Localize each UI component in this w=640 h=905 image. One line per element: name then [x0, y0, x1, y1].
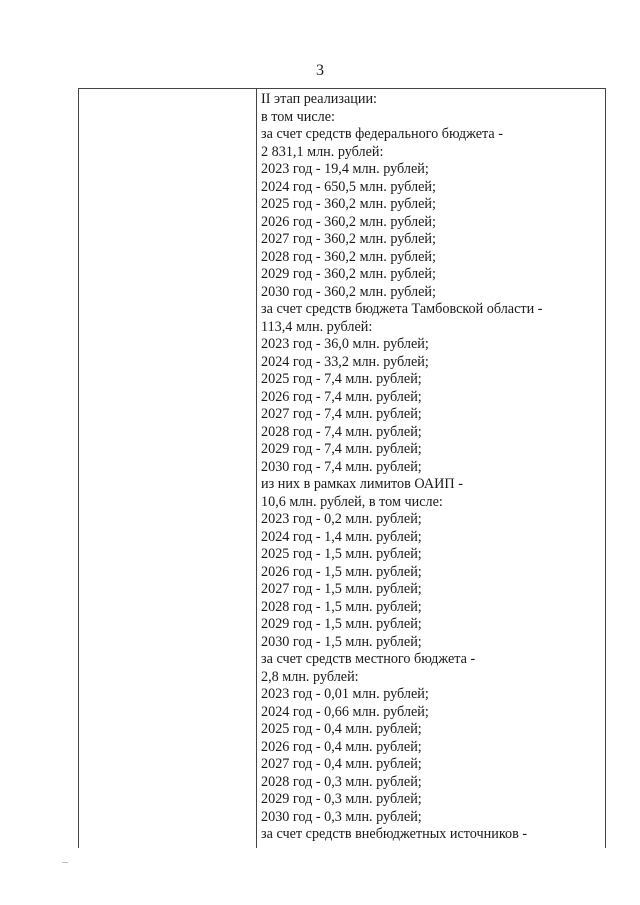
column-divider: [256, 89, 257, 848]
funding-text-cell: [261, 91, 599, 844]
text-line: 2024 год - 1,4 млн. рублей;: [261, 528, 422, 545]
text-line: 2023 год - 36,0 млн. рублей;: [261, 336, 429, 352]
text-line: за счет средств федерального бюджета -: [261, 126, 503, 142]
text-line: 2023 год - 19,4 млн. рублей;: [261, 161, 429, 177]
text-line: 2024 год - 33,2 млн. рублей;: [261, 353, 429, 370]
text-line: 2030 год - 0,3 млн. рублей;: [261, 808, 422, 825]
text-line: 10,6 млн. рублей, в том числе:: [261, 493, 443, 510]
text-line: 2027 год - 360,2 млн. рублей;: [261, 231, 436, 247]
text-line: 2027 год - 1,5 млн. рублей;: [261, 581, 422, 597]
scan-margin-mark: [62, 862, 68, 863]
text-line: 2025 год - 7,4 млн. рублей;: [261, 371, 422, 387]
text-line: 2029 год - 360,2 млн. рублей;: [261, 266, 436, 282]
text-line: 2030 год - 1,5 млн. рублей;: [261, 633, 422, 650]
text-line: 113,4 млн. рублей:: [261, 318, 373, 335]
text-line: 2026 год - 0,4 млн. рублей;: [261, 738, 422, 755]
text-line: II этап реализации:: [261, 91, 377, 107]
text-line: 2025 год - 1,5 млн. рублей;: [261, 546, 422, 562]
text-line: за счет средств бюджета Тамбовской области -: [261, 301, 543, 317]
text-line: 2026 год - 7,4 млн. рублей;: [261, 388, 422, 405]
text-line: 2030 год - 7,4 млн. рублей;: [261, 458, 422, 475]
text-line: 2 831,1 млн. рублей:: [261, 143, 384, 160]
text-line: 2028 год - 1,5 млн. рублей;: [261, 598, 422, 615]
page-number: 3: [316, 62, 324, 79]
text-line: 2027 год - 0,4 млн. рублей;: [261, 756, 422, 772]
text-line: 2,8 млн. рублей:: [261, 668, 359, 685]
text-line: 2025 год - 360,2 млн. рублей;: [261, 196, 436, 212]
text-line: из них в рамках лимитов ОАИП -: [261, 476, 463, 492]
text-line: за счет средств местного бюджета -: [261, 651, 476, 667]
table-frame: [78, 88, 606, 848]
text-line: 2030 год - 360,2 млн. рублей;: [261, 283, 436, 300]
text-line: 2028 год - 360,2 млн. рублей;: [261, 248, 436, 265]
text-line: 2029 год - 7,4 млн. рублей;: [261, 441, 422, 457]
text-line: 2024 год - 650,5 млн. рублей;: [261, 178, 436, 195]
text-line: 2023 год - 0,2 млн. рублей;: [261, 511, 422, 527]
text-line: за счет средств внебюджетных источников -: [261, 826, 528, 842]
text-line: 2026 год - 1,5 млн. рублей;: [261, 563, 422, 580]
text-line: 2024 год - 0,66 млн. рублей;: [261, 703, 429, 720]
text-line: 2029 год - 0,3 млн. рублей;: [261, 791, 422, 807]
text-line: 2028 год - 0,3 млн. рублей;: [261, 773, 422, 790]
text-line: 2023 год - 0,01 млн. рублей;: [261, 686, 429, 702]
text-line: 2028 год - 7,4 млн. рублей;: [261, 423, 422, 440]
text-line: 2029 год - 1,5 млн. рублей;: [261, 616, 422, 632]
text-line: в том числе:: [261, 108, 335, 125]
text-line: 2026 год - 360,2 млн. рублей;: [261, 213, 436, 230]
text-line: 2025 год - 0,4 млн. рублей;: [261, 721, 422, 737]
text-line: 2027 год - 7,4 млн. рублей;: [261, 406, 422, 422]
